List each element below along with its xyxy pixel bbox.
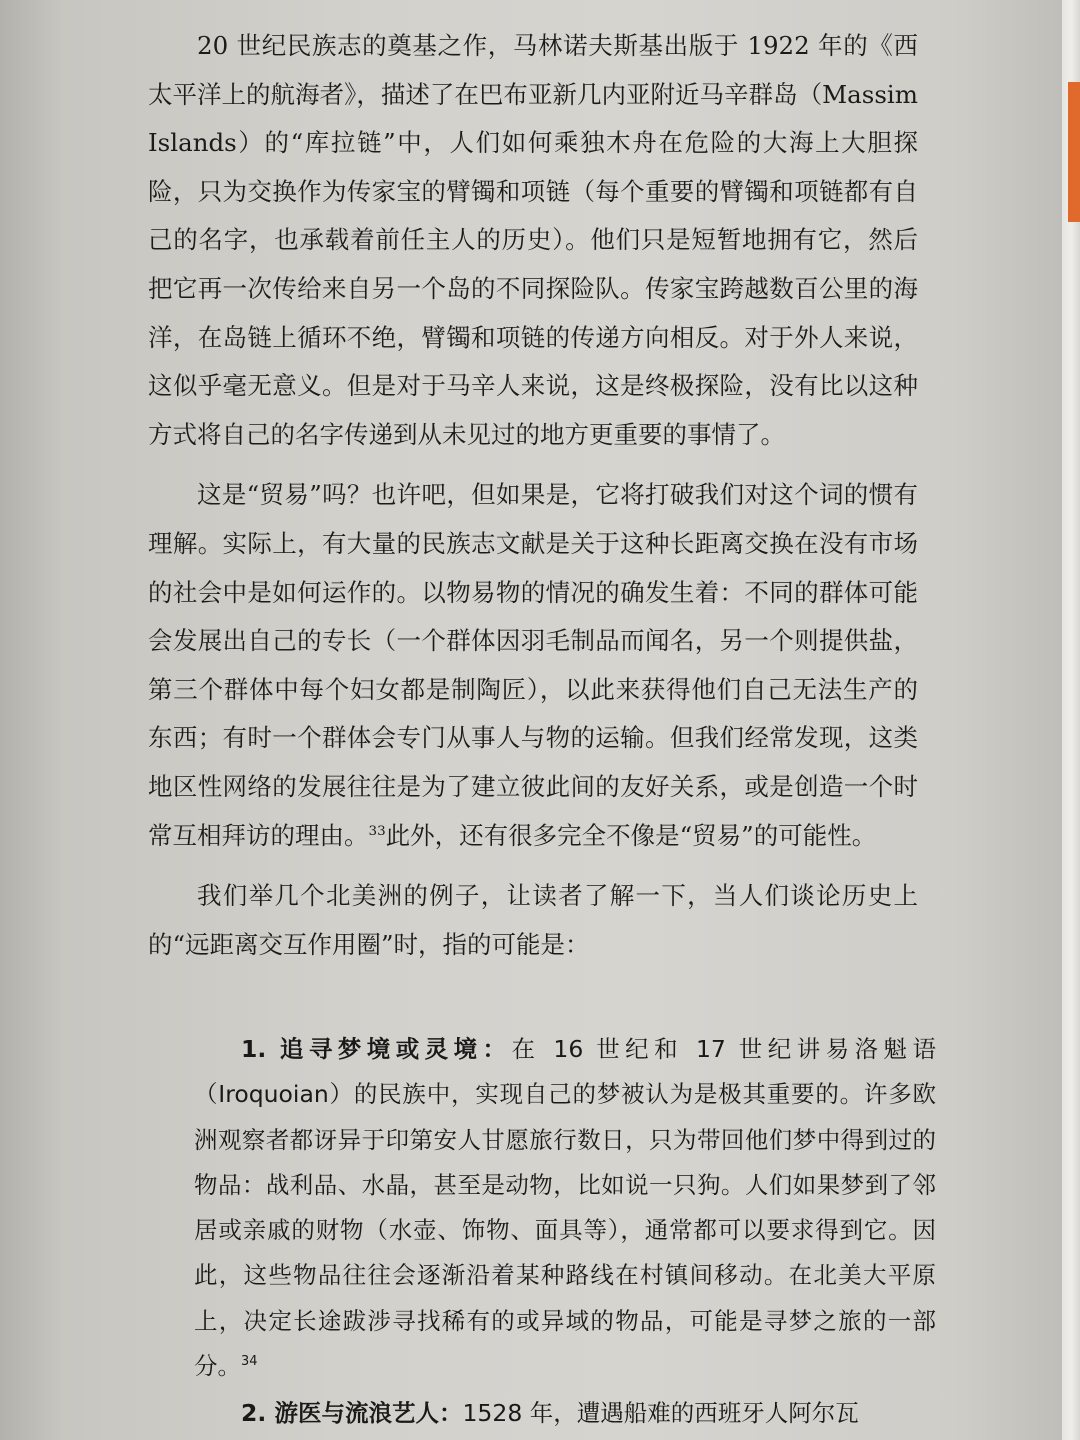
list-item-heading: 1. 追寻梦境或灵境： bbox=[241, 1035, 512, 1064]
list-item-dream-quest bbox=[194, 1027, 936, 1389]
footnote-ref-34: 34 bbox=[241, 1353, 258, 1369]
paragraph-3: 我们举几个北美洲的例子，让读者了解一下，当人们谈论历史上的“远距离交互作用圈”时，指的可能是： bbox=[148, 881, 918, 959]
cover-edge-accent bbox=[1068, 82, 1080, 222]
example-list bbox=[194, 1027, 936, 1436]
body-text bbox=[148, 22, 936, 1436]
list-item-body: 1528 年，遭遇船难的西班牙人阿尔瓦 bbox=[462, 1398, 859, 1427]
paragraph-1: 20 世纪民族志的奠基之作，马林诺夫斯基出版于 1922 年的《西太平洋上的航海者》，描述了在巴布亚新几内亚附近马辛群岛（Massim Islands）的“库拉链”中，人们如何乘独木舟在危险的大海上大胆探险，只为交换作为传家宝的臂镯和项链（每个重要的臂镯和项链都有自己的名字，也承载着前任主人的历史）。他们只是短暂地拥有它，然后把它再一次传给来自另一个岛的不同探险队。传家宝跨越数百公里的海洋，在岛链上循环不绝，臂镯和项链的传递方向相反。对于外人来说，这似乎毫无意义。但是对于马辛人来说，这是终极探险，没有比以这种方式将自己的名字传递到从未见过的地方更重要的事情了。 bbox=[148, 31, 918, 449]
list-item-body: 在 16 世纪和 17 世纪讲易洛魁语（Iroquoian）的民族中，实现自己的梦被认为是极其重要的。许多欧洲观察者都讶异于印第安人甘愿旅行数日，只为带回他们梦中得到过的物品：战利品、水晶，甚至是动物，比如说一只狗。人们如果梦到了邻居或亲戚的财物（水壶、饰物、面具等），通常都可以要求得到它。因此，这些物品往往会逐渐沿着某种路线在村镇间移动。在北美大平原上，决定长途跋涉寻找稀有的或异域的物品，可能是寻梦之旅的一部分。 bbox=[194, 1035, 936, 1380]
paragraph-2-text: 这是“贸易”吗？也许吧，但如果是，它将打破我们对这个词的惯有理解。实际上，有大量的民族志文献是关于这种长距离交换在没有市场的社会中是如何运作的。以物易物的情况的确发生着：不同的群体可能会发展出自己的专长（一个群体因羽毛制品而闻名，另一个则提供盐，第三个群体中每个妇女都是制陶匠），以此来获得他们自己无法生产的东西；有时一个群体会专门从事人与物的运输。但我们经常发现，这类地区性网络的发展往往是为了建立彼此间的友好关系，或是创造一个时常互相拜访的理由。 bbox=[148, 480, 918, 850]
footnote-ref-33: 33 bbox=[368, 822, 386, 839]
paragraph-2-text-cont: 此外，还有很多完全不像是“贸易”的可能性。 bbox=[385, 820, 877, 850]
list-item-healers bbox=[194, 1391, 936, 1436]
list-item-heading: 2. 游医与流浪艺人： bbox=[241, 1398, 463, 1427]
paragraph-2 bbox=[148, 471, 918, 860]
